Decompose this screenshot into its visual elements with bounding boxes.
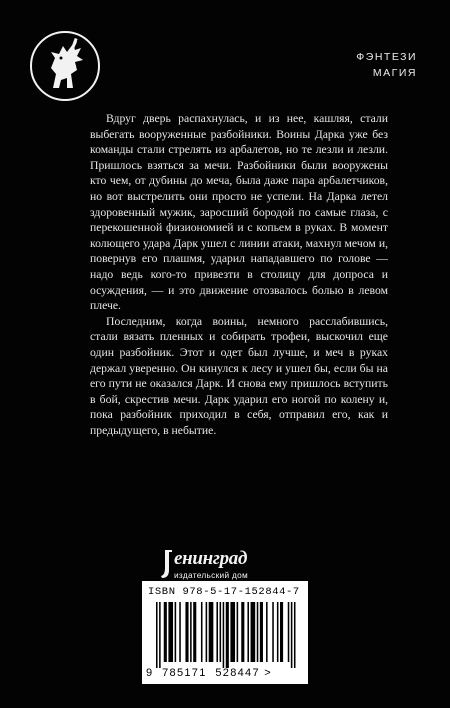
barcode-bar (247, 602, 249, 662)
barcode-bar (220, 602, 222, 662)
barcode-group-left: 785171 (162, 667, 207, 679)
publisher-name: енинград (174, 548, 248, 569)
barcode-bar (164, 602, 167, 662)
barcode-bar (241, 602, 244, 662)
barcode-bar (216, 602, 218, 662)
barcode-bar (223, 602, 225, 668)
barcode-bar (291, 602, 293, 668)
barcode-bar (257, 602, 259, 662)
barcode-bar (190, 602, 192, 662)
barcode-bar (206, 602, 208, 662)
barcode-bar (277, 602, 279, 662)
barcode-bar (237, 602, 239, 662)
isbn-label: ISBN 978-5-17-152844-7 (148, 586, 300, 598)
series-subgenre: МАГИЯ (372, 67, 417, 79)
publisher-initial-icon (160, 548, 173, 580)
barcode-bar (260, 602, 263, 662)
barcode-bar (294, 602, 296, 668)
barcode-bar (168, 602, 173, 662)
barcode-arrow: > (264, 667, 272, 679)
barcode-bar (185, 602, 188, 662)
barcode-group-right: 528447 (215, 667, 260, 679)
barcode-bar (288, 602, 290, 662)
barcode-first-digit: 9 (146, 667, 154, 679)
barcode-bar (156, 602, 158, 668)
barcode (142, 581, 308, 684)
barcode-bar (175, 602, 177, 662)
barcode-bar (159, 602, 161, 668)
griffin-emblem-icon (29, 30, 101, 102)
barcode-digits (146, 667, 272, 679)
barcode-bar (209, 602, 214, 662)
barcode-bar (280, 602, 283, 662)
publisher-subtitle: издательский дом (174, 570, 249, 580)
barcode-bar (179, 602, 181, 662)
barcode-bar (201, 602, 203, 662)
excerpt-text (90, 111, 388, 438)
barcode-bar (266, 602, 268, 662)
excerpt-paragraph: Последним, когда воины, немного расслабившись, стали вязать пленных и собирать трофеи, выскочил еще один разбойник. Этот и одет был лучше, и меч в руках держал уверенно. Он кинулся к лесу и ушел бы, если бы на его пути не оказался Дарк. И снова ему пришлось вступить в бой, скрестив мечи. Дарк ударил его ногой по колену и, пока разбойник приходил в себя, отправил его, как и предыдущего, в небытие. (90, 314, 388, 437)
excerpt-paragraph: Вдруг дверь распахнулась, и из нее, кашляя, стали выбегать вооруженные разбойники. Воины Дарка уже без команды стали стрелять из арбалетов, но те лезли и лезли. Пришлось взяться за мечи. Разбойники были вооружены кто чем, от дубины до меча, была даже пара арбалетчиков, но вот выстрелить они просто не успели. На Дарка летел здоровенный мужик, заросший бородой по самые глаза, с перекошенной физиономией и с копьем в руках. В момент колющего удара Дарк ушел с линии атаки, махнул мечом и, повернув его плашмя, ударил нападавшего по голове — надо ведь кого-то привезти в столицу для допроса и осуждения, — и это движение отозвалось болью в левом плече. (90, 112, 388, 313)
barcode-bar (193, 602, 196, 662)
barcode-bar (230, 602, 235, 662)
barcode-bar (272, 602, 274, 662)
series-label (356, 49, 417, 81)
barcode-bar (226, 602, 229, 668)
barcode-bars (154, 602, 300, 668)
barcode-bar (251, 602, 256, 662)
series-genre: ФЭНТЕЗИ (356, 51, 417, 63)
